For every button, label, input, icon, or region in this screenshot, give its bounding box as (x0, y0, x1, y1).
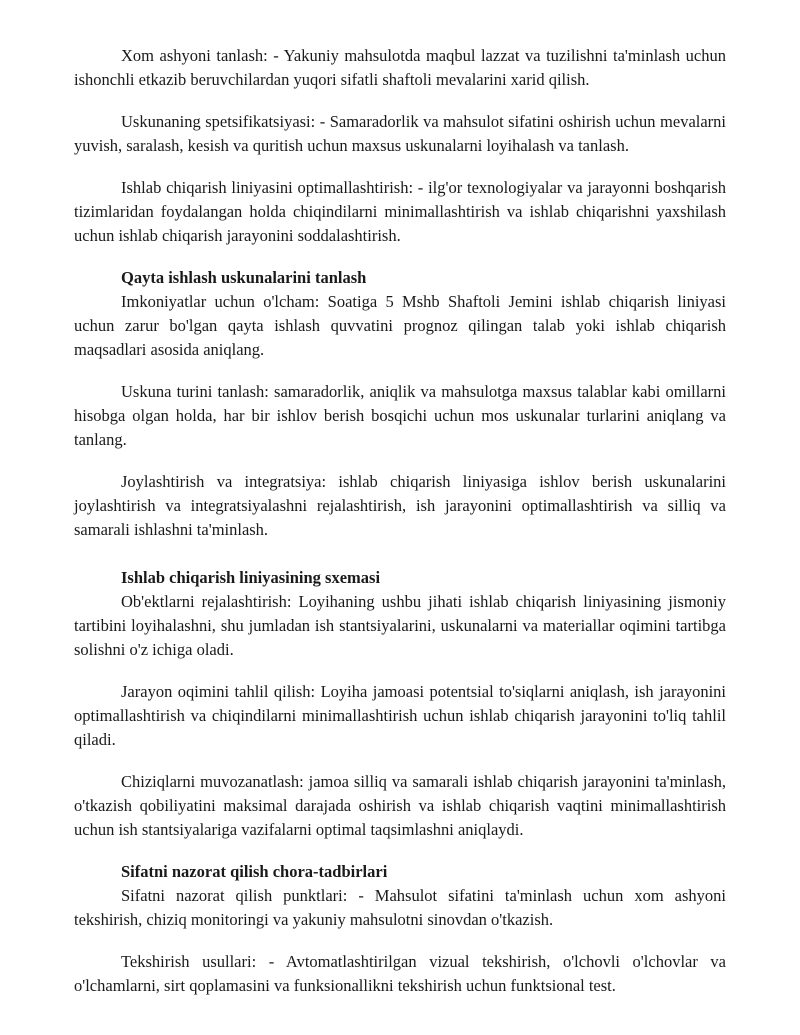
paragraph-equipment-type-selection: Uskuna turini tanlash: samaradorlik, aniqlik va mahsulotga maxsus talablar kabi omillarni hisobga olgan holda, har bir ishlov berish bosqichi uchun mos uskunalar turlarini aniqlang va tanlang. (74, 382, 726, 449)
paragraph-capacity-sizing: Imkoniyatlar uchun o'lcham: Soatiga 5 Mshb Shaftoli Jemini ishlab chiqarish liniyasi uchun zarur bo'lgan qayta ishlash quvvatini prognoz qilingan talab yoki ishlab chiqarish maqsadlari asosida aniqlang. (74, 292, 726, 359)
section-heading-line-layout: Ishlab chiqarish liniyasining sxemasi (121, 568, 381, 587)
paragraph-quality-control-points: Sifatni nazorat qilish punktlari: - Mahsulot sifatini ta'minlash uchun xom ashyoni tekshirish, chiziq monitoringi va yakuniy mahsulotni sinovdan o'tkazish. (74, 886, 726, 929)
paragraph-inspection-methods: Tekshirish usullari: - Avtomatlashtirilgan vizual tekshirish, o'lchovli o'lchovlar va o'lchamlarni, sirt qoplamasini va funksionallikni tekshirish uchun funktsional test. (74, 952, 726, 995)
paragraph-line-balancing: Chiziqlarni muvozanatlash: jamoa silliq va samarali ishlab chiqarish jarayonini ta'minlash, o'tkazish qobiliyatini maksimal darajada oshirish va ishlab chiqarish vaqtini minimallashtirish uchun ish stantsiyalariga vazifalarni optimal taqsimlashni aniqlaydi. (74, 772, 726, 839)
paragraph-raw-material-selection: Xom ashyoni tanlash: - Yakuniy mahsulotda maqbul lazzat va tuzilishni ta'minlash uchun ishonchli etkazib beruvchilardan yuqori sifatli shaftoli mevalarini xarid qilish. (74, 46, 726, 89)
paragraph-placement-integration: Joylashtirish va integratsiya: ishlab chiqarish liniyasiga ishlov berish uskunalarini joylashtirish va integratsiyalashni rejalashtirish, ish jarayonini optimallashtirish va silliq va samarali ishlashni ta'minlash. (74, 472, 726, 539)
paragraph-facility-planning: Ob'ektlarni rejalashtirish: Loyihaning ushbu jihati ishlab chiqarish liniyasining jismoniy tartibini loyihalashni, shu jumladan ish stantsiyalarini, uskunalarni va materiallar oqimini tartibga solishni o'z ichiga oladi. (74, 592, 726, 659)
document-page (74, 44, 726, 998)
section-heading-quality-control: Sifatni nazorat qilish chora-tadbirlari (121, 862, 388, 881)
paragraph-line-optimization: Ishlab chiqarish liniyasini optimallashtirish: - ilg'or texnologiyalar va jarayonni boshqarish tizimlaridan foydalangan holda chiqindilarni minimallashtirish va ishlab chiqarishni yaxshilash uchun ishlab chiqarish jarayonini soddalashtirish. (74, 178, 726, 245)
section-heading-processing-equipment: Qayta ishlash uskunalarini tanlash (121, 268, 367, 287)
paragraph-equipment-specification: Uskunaning spetsifikatsiyasi: - Samaradorlik va mahsulot sifatini oshirish uchun mevalarni yuvish, saralash, kesish va quritish uchun maxsus uskunalarni loyihalash va tanlash. (74, 112, 726, 155)
paragraph-process-flow-analysis: Jarayon oqimini tahlil qilish: Loyiha jamoasi potentsial to'siqlarni aniqlash, ish jarayonini optimallashtirish va chiqindilarni minimallashtirish uchun ishlab chiqarish jarayonini to'liq tahlil qiladi. (74, 682, 726, 749)
